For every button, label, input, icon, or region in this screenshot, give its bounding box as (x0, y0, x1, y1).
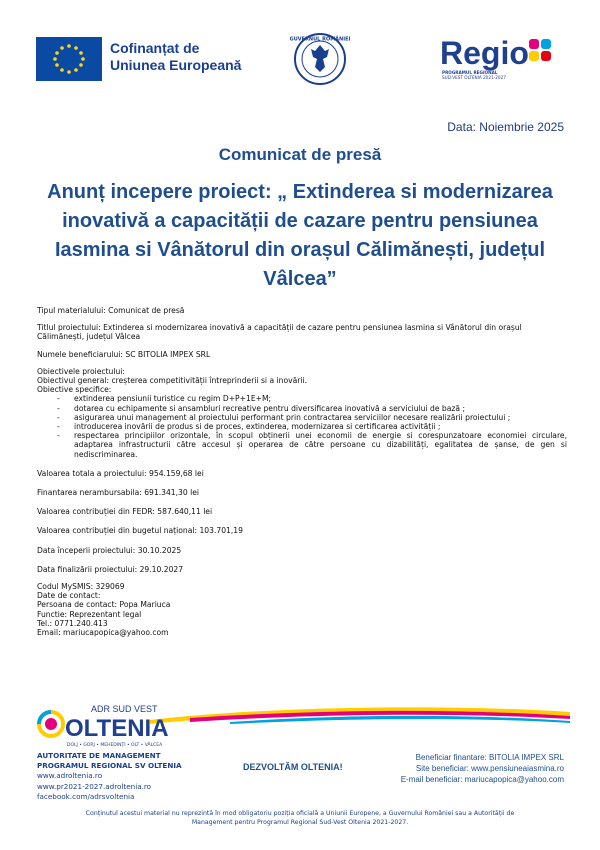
dash-bullet: - (57, 422, 60, 432)
am-website-link[interactable]: www.adroltenia.ro (37, 771, 103, 781)
objective-text: extinderea pensiunii turistice cu regim D+P+1E+M; (74, 394, 272, 404)
contact-email: Email: mariucapopica@yahoo.com (37, 628, 169, 638)
beneficiary-name: Numele beneficiarului: SC BITOLIA IMPEX SRL (37, 349, 211, 359)
end-date: Data finalizării proiectului: 29.10.2027 (37, 564, 184, 574)
regio-subtitle-2: SUD-VEST OLTENIA 2021-2027 (442, 75, 506, 80)
objective-text: asigurarea unui management al proiectului performant prin contractarea serviciilor necesare realizării proiectului ; (74, 412, 511, 422)
document-type-title: Comunicat de presă (218, 145, 382, 164)
specific-objectives-header: Obiective specifice: (37, 385, 112, 395)
dash-bullet: - (57, 403, 60, 413)
material-type: Tipul materialului: Comunicat de presă (37, 306, 185, 315)
non-reimbursable-funding: Finantarea nerambursabila: 691.341,30 lei (37, 488, 200, 498)
government-seal-logo (289, 32, 351, 86)
project-title-line: Titlul proiectului: Extinderea si modernizarea inovativă a capacității de cazare pentru pensiunea Iasmina si Vânătorul din orașul Călimănești, județul Vâlcea (37, 323, 522, 342)
national-budget-contribution: Valoarea contribuției din bugetul național: 103.701,19 (37, 526, 243, 536)
list-item (37, 413, 567, 422)
objectives-header: Obiectivele proiectului: (37, 366, 125, 376)
start-date: Data începerii proiectului: 30.10.2025 (37, 545, 182, 555)
eu-flag-icon (36, 37, 102, 81)
facebook-link[interactable]: facebook.com/adrsvoltenia (37, 791, 135, 801)
contact-header: Date de contact: (37, 591, 101, 601)
logo-top-text: ADR SUD VEST (91, 704, 158, 714)
contact-phone: Tel.: 0771.240.413 (37, 618, 108, 628)
specific-objectives-list (37, 394, 567, 458)
beneficiary-site-link[interactable]: Site beneficiar: www.pensiuneaiasmina.ro (415, 764, 564, 773)
logo-sub-text: DOLJ • GORJ • MEHEDINȚI • OLT • VÂLCEA (67, 743, 163, 748)
am-line-1: AUTORITATE DE MANAGEMENT (37, 751, 161, 760)
list-item (37, 431, 567, 459)
mysmis-code: Codul MySMIS: 329069 (37, 582, 125, 592)
regio-brand-text: Regio (440, 35, 529, 71)
eu-line-2: Uniunea Europeană (110, 57, 242, 73)
contact-person: Persoana de contact: Popa Mariuca (37, 600, 171, 610)
regio-logo (440, 32, 565, 82)
slogan: DEZVOLTĂM OLTENIA! (243, 762, 343, 772)
regio-subtitle-1: PROGRAMUL REGIONAL (442, 70, 498, 75)
logo-main-text: OLTENIA (65, 715, 169, 742)
disclaimer: Conținutul acestui material nu reprezintă în mod obligatoriu poziția oficială a Uniunii Europene, a Guvernului României sau a Autorității de Management pentru Programul Regional Sud-Vest Oltenia 2021-2027. (85, 810, 515, 826)
managing-authority-info (37, 751, 182, 802)
objective-text: dotarea cu echipamente si ansambluri recreative pentru diversificarea inovativă a serviciului de bază ; (74, 403, 466, 413)
dash-bullet: - (57, 431, 60, 441)
dash-bullet: - (57, 394, 60, 404)
general-objective: Obiectivul general: creșterea competitivității întreprinderii si a inovării. (37, 376, 307, 386)
am-line-2: PROGRAMUL REGIONAL SV OLTENIA (37, 761, 182, 771)
objective-text: respectarea principiilor orizontale, în scopul obținerii unei economii de energie si corespunzatoare economiei circulare, adaptarea infrastructurii către accesul și operarea de către persoane cu dizabilități, egalitatea de șanse, de gen si nediscriminarea. (74, 431, 567, 459)
list-item (37, 394, 567, 403)
fedr-contribution: Valoarea contribuției din FEDR: 587.640,11 lei (37, 507, 213, 517)
funding-beneficiary: Beneficiar finantare: BITOLIA IMPEX SRL (415, 753, 564, 762)
total-value: Valoarea totala a proiectului: 954.159,68 lei (37, 468, 204, 478)
decorative-wave (150, 702, 570, 724)
eu-cofinanced-label (110, 40, 241, 74)
seal-text: GUVERNUL ROMÂNIEI (289, 36, 351, 43)
adr-oltenia-logo (37, 700, 207, 750)
beneficiary-email-link[interactable]: E-mail beneficiar: mariucapopica@yahoo.com (400, 775, 564, 784)
list-item (37, 422, 567, 431)
dash-bullet: - (57, 412, 60, 422)
beneficiary-info (401, 752, 564, 785)
list-item (37, 404, 567, 413)
press-release-date: Data: Noiembrie 2025 (447, 120, 564, 134)
contact-function: Functie: Reprezentant legal (37, 609, 142, 619)
project-title: Anunț incepere proiect: „ Extinderea si modernizarea inovativă a capacității de cazare pentru pensiunea Iasmina si Vânătorul din orașul Călimănești, județul Vâlcea” (47, 181, 553, 290)
press-release-body (37, 306, 567, 637)
objective-text: introducerea inovării de produs si de proces, extinderea, modernizarea si certificarea activității ; (74, 422, 441, 432)
eu-line-1: Cofinanțat de (110, 40, 200, 56)
pr-website-link[interactable]: www.pr2021-2027.adroltenia.ro (37, 781, 152, 791)
